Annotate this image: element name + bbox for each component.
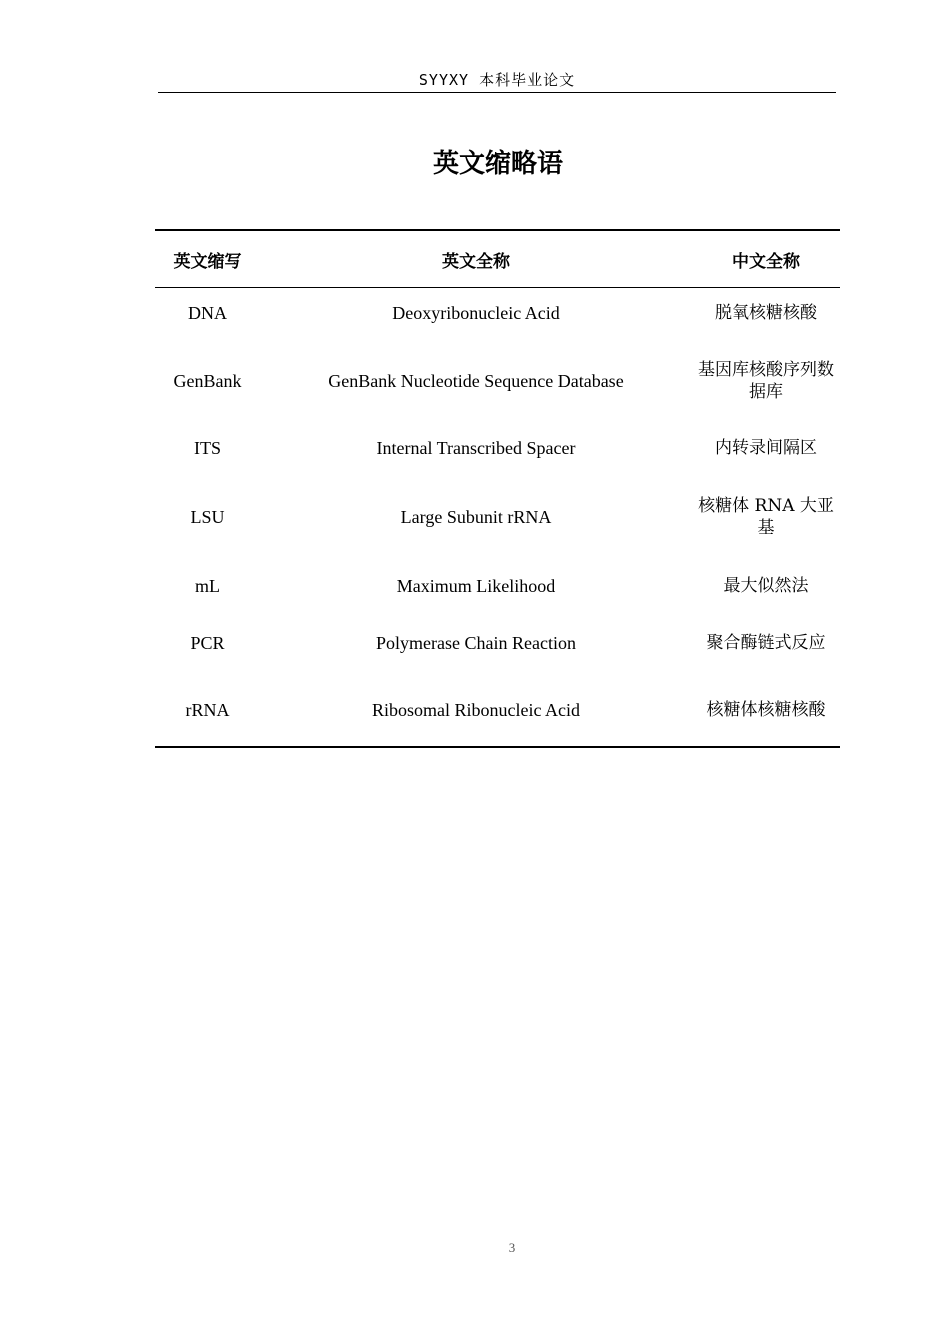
table-row xyxy=(155,611,840,675)
cell-chinese-full-name xyxy=(692,339,840,423)
cell-chinese-full-name xyxy=(692,288,840,339)
cell-abbreviation: PCR xyxy=(190,632,225,653)
column-header-chinese-full-name: 中文全称 xyxy=(692,230,840,288)
chinese-name-text: 核糖体 RNA 大亚基 xyxy=(698,495,834,538)
chinese-name-text: 最大似然法 xyxy=(723,575,809,596)
cell-chinese-full-name xyxy=(692,423,840,473)
cell-abbreviation: mL xyxy=(195,575,220,596)
chinese-name-text: 内转录间隔区 xyxy=(715,437,817,458)
table-row xyxy=(155,675,840,747)
chinese-name-text: 基因库核酸序列数据库 xyxy=(698,359,834,402)
cell-chinese-full-name xyxy=(692,675,840,747)
chinese-name-text: 聚合酶链式反应 xyxy=(706,632,826,653)
table-row xyxy=(155,473,840,561)
cell-english-full-name: Maximum Likelihood xyxy=(396,575,556,596)
cell-abbreviation: rRNA xyxy=(185,700,230,720)
cell-english-full-name: Deoxyribonucleic Acid xyxy=(392,303,560,324)
table-row xyxy=(155,339,840,423)
table-header-row xyxy=(155,230,840,288)
page-title: 英文缩略语 xyxy=(432,149,563,179)
abbreviation-table xyxy=(155,229,840,748)
chinese-name-text: 核糖体核糖核酸 xyxy=(706,700,826,720)
page-number: 3 xyxy=(508,1240,516,1255)
cell-abbreviation: GenBank xyxy=(173,370,242,391)
cell-abbreviation: ITS xyxy=(194,437,221,458)
cell-chinese-full-name xyxy=(692,611,840,675)
column-header-abbreviation: 英文缩写 xyxy=(155,230,260,288)
chinese-name-text: 脱氧核糖核酸 xyxy=(715,303,817,324)
cell-english-full-name: Polymerase Chain Reaction xyxy=(376,632,576,653)
column-header-english-full-name: 英文全称 xyxy=(260,230,692,288)
table-row xyxy=(155,288,840,339)
cell-abbreviation: LSU xyxy=(190,506,225,527)
cell-english-full-name: Large Subunit rRNA xyxy=(400,506,552,527)
table-row xyxy=(155,561,840,611)
cell-chinese-full-name xyxy=(692,473,840,561)
cell-chinese-full-name xyxy=(692,561,840,611)
cell-english-full-name: Ribosomal Ribonucleic Acid xyxy=(372,700,580,720)
page-header: SYYXY 本科毕业论文 xyxy=(158,68,836,93)
table-row xyxy=(155,423,840,473)
cell-english-full-name: GenBank Nucleotide Sequence Database xyxy=(328,370,624,391)
cell-english-full-name: Internal Transcribed Spacer xyxy=(376,437,576,458)
cell-abbreviation: DNA xyxy=(188,303,227,324)
